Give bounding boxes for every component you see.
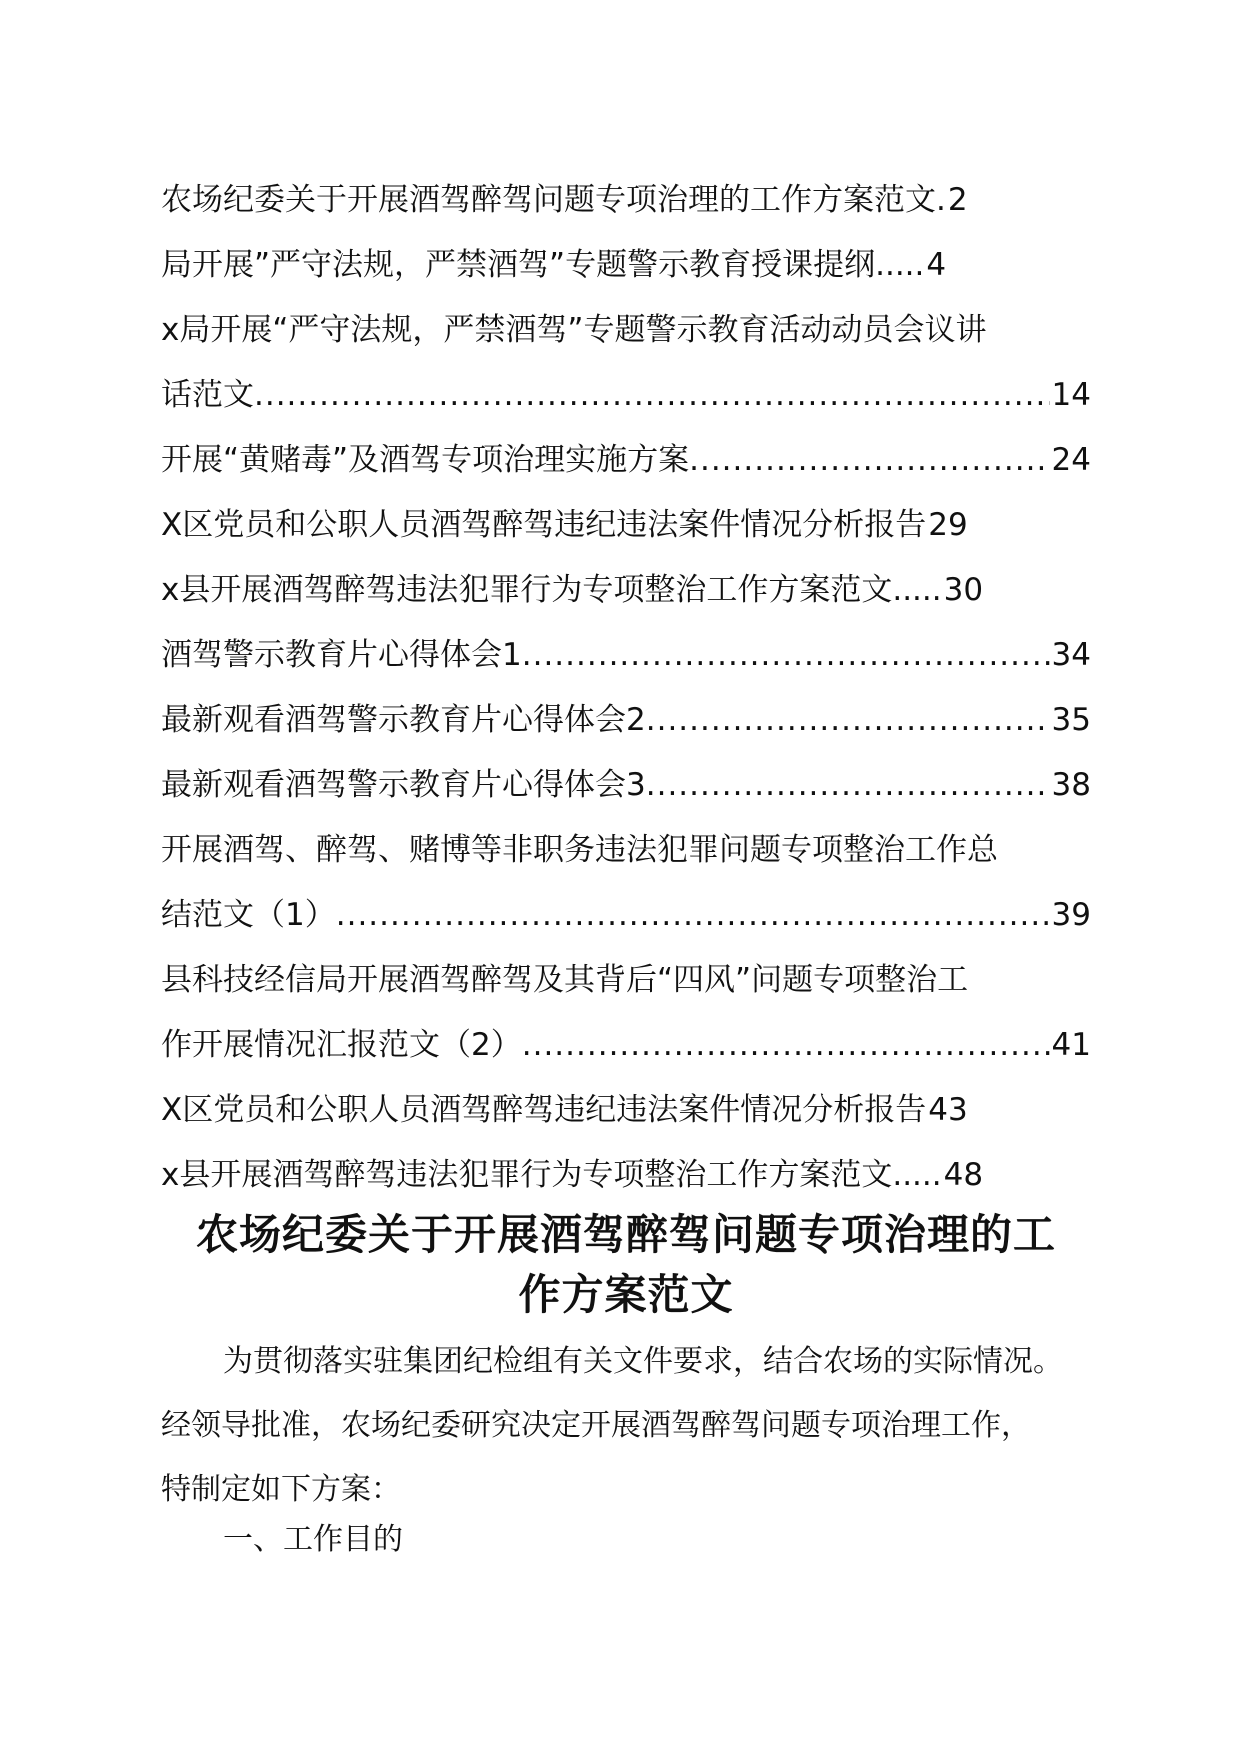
toc-page-number: 41	[1051, 1027, 1091, 1063]
toc-list	[161, 168, 1091, 1208]
toc-page-number: 14	[1051, 377, 1091, 413]
table-of-contents	[161, 168, 1091, 1208]
toc-dot-leader	[646, 688, 1050, 753]
toc-page-number: 39	[1051, 897, 1091, 933]
toc-entry[interactable]	[161, 818, 1091, 883]
toc-entry[interactable]	[161, 428, 1091, 493]
toc-entry[interactable]	[161, 168, 1091, 233]
toc-entry[interactable]	[161, 363, 1091, 428]
toc-entry-title: X区党员和公职人员酒驾醉驾违纪违法案件情况分析报告	[161, 507, 927, 543]
toc-entry[interactable]	[161, 233, 1091, 298]
toc-entry-title: 开展“黄赌毒”及酒驾专项治理实施方案	[161, 442, 690, 478]
toc-page-number: 24	[1051, 442, 1091, 478]
toc-page-number: 38	[1051, 767, 1091, 803]
document-title-line-1: 农场纪委关于开展酒驾醉驾问题专项治理的工	[195, 1210, 1056, 1259]
toc-entry[interactable]	[161, 1078, 1091, 1143]
toc-entry-title: 最新观看酒驾警示教育片心得体会3	[161, 767, 646, 803]
toc-page-number: 43	[928, 1092, 968, 1128]
toc-dot-leader	[522, 623, 1050, 688]
toc-page-number: 34	[1051, 637, 1091, 673]
toc-separator: .....	[892, 1157, 942, 1193]
paragraph-line: 特制定如下方案：	[161, 1472, 401, 1507]
toc-separator: .....	[875, 247, 925, 283]
toc-entry[interactable]	[161, 558, 1091, 623]
paragraph-line: 为贯彻落实驻集团纪检组有关文件要求，结合农场的实际情况。	[223, 1344, 1063, 1379]
toc-entry-title: x县开展酒驾醉驾违法犯罪行为专项整治工作方案范文	[161, 1157, 893, 1193]
toc-entry-title: 最新观看酒驾警示教育片心得体会2	[161, 702, 646, 738]
toc-entry[interactable]	[161, 623, 1091, 688]
toc-entry[interactable]	[161, 1013, 1091, 1078]
document-body	[161, 1330, 1111, 1522]
toc-page-number: 35	[1051, 702, 1091, 738]
toc-page-number: 4	[926, 247, 947, 283]
toc-dot-leader	[336, 883, 1050, 948]
toc-entry[interactable]	[161, 298, 1091, 363]
toc-entry[interactable]	[161, 948, 1091, 1013]
toc-dot-leader	[254, 363, 1050, 428]
toc-entry[interactable]	[161, 1143, 1091, 1208]
document-title	[161, 1205, 1091, 1325]
toc-entry-title: 酒驾警示教育片心得体会1	[161, 637, 522, 673]
toc-entry-title: 结范文（1）	[161, 897, 336, 933]
toc-entry[interactable]	[161, 688, 1091, 753]
toc-dot-leader	[646, 753, 1050, 818]
toc-entry[interactable]	[161, 883, 1091, 948]
toc-entry-title: 话范文	[161, 377, 254, 413]
toc-entry[interactable]	[161, 493, 1091, 558]
toc-separator: .....	[892, 572, 942, 608]
toc-entry-title: 局开展”严守法规，严禁酒驾”专题警示教育授课提纲	[161, 247, 876, 283]
toc-page-number: 30	[943, 572, 984, 608]
toc-entry-title: x局开展“严守法规，严禁酒驾”专题警示教育活动动员会议讲	[161, 312, 987, 348]
toc-entry-title: 县科技经信局开展酒驾醉驾及其背后“四风”问题专项整治工	[161, 962, 969, 998]
toc-entry-title: 开展酒驾、醉驾、赌博等非职务违法犯罪问题专项整治工作总	[161, 832, 998, 868]
toc-dot-leader	[522, 1013, 1050, 1078]
toc-entry-title: x县开展酒驾醉驾违法犯罪行为专项整治工作方案范文	[161, 572, 893, 608]
toc-separator: .	[936, 182, 946, 218]
toc-entry-title: X区党员和公职人员酒驾醉驾违纪违法案件情况分析报告	[161, 1092, 927, 1128]
toc-page-number: 2	[947, 182, 968, 218]
document-title-line-2: 作方案范文	[518, 1270, 734, 1319]
toc-dot-leader	[689, 428, 1049, 493]
toc-entry[interactable]	[161, 753, 1091, 818]
toc-page-number: 29	[928, 507, 968, 543]
toc-page-number: 48	[943, 1157, 984, 1193]
section-heading: 一、工作目的	[223, 1522, 403, 1557]
toc-entry-title: 作开展情况汇报范文（2）	[161, 1027, 522, 1063]
toc-entry-title: 农场纪委关于开展酒驾醉驾问题专项治理的工作方案范文	[161, 182, 936, 218]
paragraph-line: 经领导批准，农场纪委研究决定开展酒驾醉驾问题专项治理工作，	[161, 1408, 1031, 1443]
